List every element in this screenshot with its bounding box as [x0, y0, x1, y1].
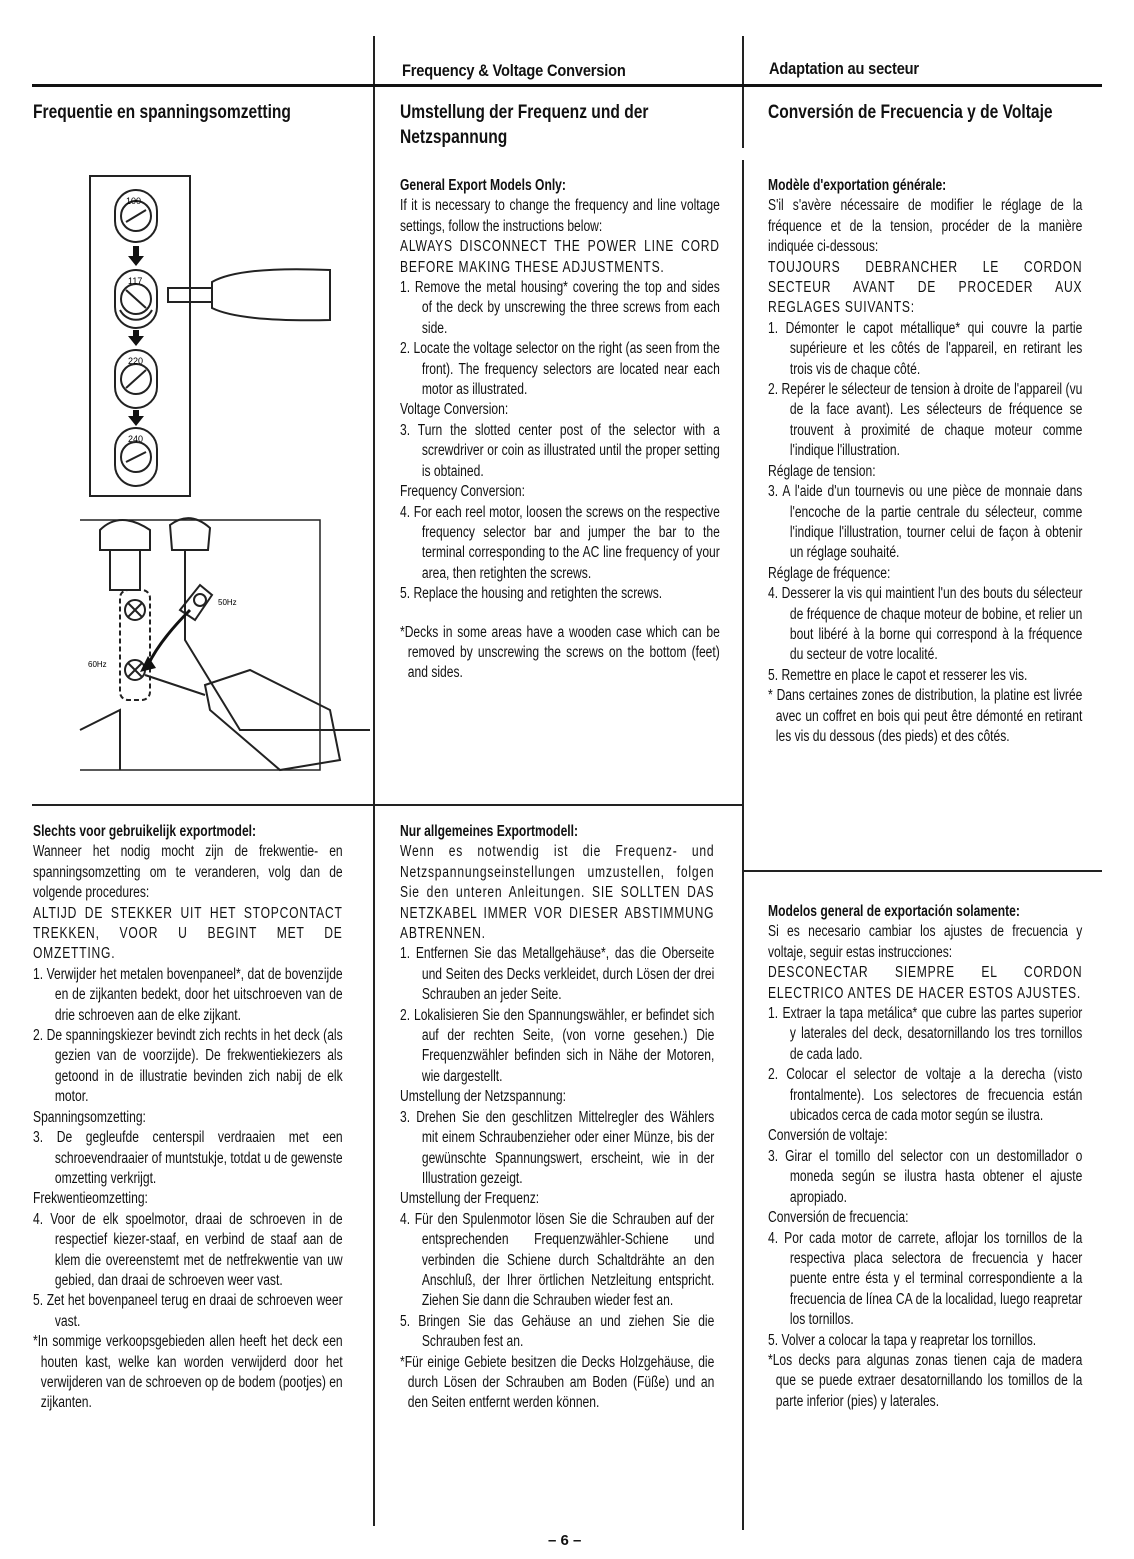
label-50hz: 50Hz [218, 598, 237, 607]
header-french: Adaptation au secteur [769, 59, 919, 78]
header-english: Frequency & Voltage Conversion [402, 61, 626, 80]
french-step-3: 3. A l'aide d'un tournevis ou une pièce de monnaie dans l'encoche de la partie centrale du sélecteur, comme l'indique l'illustration, tourner celui de façon à obtenir un réglage souhaité. [768, 483, 1083, 562]
french-warning: TOUJOURS DEBRANCHER LE CORDON SECTEUR AVANT DE PROCEDER AUX REGLAGES SUIVANTS: [768, 258, 1083, 317]
label-60hz: 60Hz [88, 660, 107, 669]
dutch-instructions [33, 822, 343, 1414]
english-step-5: 5. Replace the housing and retighten the screws. [400, 585, 663, 603]
french-subheading-voltage: Réglage de tension: [768, 462, 876, 480]
english-step-2: 2. Locate the voltage selector on the right (as seen from the front). The frequency selectors are located near each motor as illustrated. [400, 340, 720, 399]
dutch-step-2: 2. De spanningskiezer bevindt zich rechts in het deck (als gezien van de voorzijde). De frekwentiekiezers als getoond in de illustratie bevinden zich nabij de elk motor. [33, 1027, 343, 1106]
dutch-subheading-frequency: Frekwentieomzetting: [33, 1190, 148, 1208]
spanish-footnote: *Los decks para algunas zonas tienen caja de madera que se puede extraer desatornillando los tomillos de la parte inferior (pies) y laterales. [768, 1351, 1083, 1410]
french-heading: Modèle d'exportation générale: [768, 177, 947, 194]
french-instructions [768, 176, 1082, 747]
spanish-subheading-voltage: Conversión de voltaje: [768, 1127, 888, 1145]
header-rule [32, 84, 1102, 87]
english-footnote: *Decks in some areas have a wooden case which can be removed by unscrewing the screws on the bottom (feet) and sides. [400, 623, 720, 682]
title-dutch: Frequentie en spanningsomzetting [33, 102, 291, 123]
frequency-selector-illustration [80, 518, 370, 770]
spanish-step-1: 1. Extraer la tapa metálica* que cubre las partes superior y laterales del deck, desatornillando los tres tornillos de cada lado. [768, 1005, 1083, 1063]
label-100: 100 [126, 196, 142, 206]
rule-center-mid [373, 804, 742, 806]
title-german: Umstellung der Frequenz und der Netzspannung [400, 102, 649, 148]
dutch-step-1: 1. Verwijder het metalen bovenpaneel*, dat de bovenzijde en de zijkanten bedekt, door het uitschroeven van de drie schroeven aan de elke zijkant. [33, 965, 343, 1024]
german-heading: Nur allgemeines Exportmodell: [400, 823, 579, 840]
spanish-instructions [768, 902, 1082, 1412]
dutch-step-3: 3. De gegleufde centerspil verdraaien met een schroevendraaier of muntstukje, totdat u de gewenste omzetting verkrijgt. [33, 1129, 343, 1187]
english-instructions [400, 176, 720, 684]
english-step-1: 1. Remove the metal housing* covering the top and sides of the deck by unscrewing the three screws from each side. [400, 279, 720, 337]
english-subheading-frequency: Frequency Conversion: [400, 483, 525, 501]
dutch-step-4: 4. Voor de elk spoelmotor, draai de schroeven in de respectief kiezer-staaf, en verbind de staaf aan de klem die overeenstemt met de netfrekwentie van uw gebied, dan draai de schroeven weer vast. [33, 1210, 343, 1289]
spanish-subheading-frequency: Conversión de frecuencia: [768, 1209, 909, 1227]
dutch-step-5: 5. Zet het bovenpaneel terug en draai de schroeven weer vast. [33, 1292, 343, 1330]
title-spanish: Conversión de Frecuencia y de Voltaje [768, 102, 1053, 123]
german-step-5: 5. Bringen Sie das Gehäuse an und ziehen Sie die Schrauben fest an. [400, 1312, 715, 1351]
dutch-intro: Wanneer het nodig mocht zijn de frekwentie- en spanningsomzetting om te veranderen, volg dan de volgende procedures: [33, 843, 343, 902]
english-heading: General Export Models Only: [400, 177, 566, 194]
french-intro: S'il s'avère nécessaire de modifier le réglage de la fréquence et de la tension, procéder de la manière indiquée ci-dessous: [768, 197, 1083, 256]
german-subheading-frequency: Umstellung der Frequenz: [400, 1190, 540, 1208]
german-step-4: 4. Für den Spulenmotor lösen Sie die Schrauben auf der entsprechenden Frequenzwähler-Schiene und verbinden die Schiene durch Schaltdrähte an den Anschluß, der Ihrer örtlichen Netzleitung entspricht. Ziehen Sie dann die Schrauben wieder fest an. [400, 1210, 715, 1310]
label-220: 220 [128, 356, 144, 366]
column-divider-left [373, 36, 375, 1526]
screwdriver-icon [168, 269, 330, 320]
english-step-4: 4. For each reel motor, loosen the screws on the respective frequency selector bar and jumper the bar to the terminal corresponding to the AC line frequency of your area, then retighten the screws. [400, 503, 720, 582]
english-step-3: 3. Turn the slotted center post of the selector with a screwdriver or coin as illustrated until the proper setting is obtained. [400, 421, 720, 480]
german-step-2: 2. Lokalisieren Sie den Spannungswähler, er befindet sich auf der rechten Seite, (von vorne gesehen.) Die Frequenzwähler befinden sich in Nähe der Motoren, wie dargestellt. [400, 1006, 715, 1085]
conversion-illustration [40, 170, 370, 795]
label-240: 240 [128, 434, 144, 444]
english-subheading-voltage: Voltage Conversion: [400, 401, 509, 419]
spanish-heading: Modelos general de exportación solamente: [768, 903, 1020, 920]
german-instructions [400, 822, 714, 1414]
page-number: – 6 – [548, 1532, 582, 1549]
german-subheading-voltage: Umstellung der Netzspannung: [400, 1088, 567, 1106]
french-step-2: 2. Repérer le sélecteur de tension à droite de l'appareil (vu de la face avant). Les sélecteurs de fréquence se trouvent à proximité de chaque moteur comme l'indique l'illustration. [768, 381, 1083, 460]
rule-right-mid [742, 870, 1102, 872]
jumper-arrow-icon [148, 610, 190, 665]
german-intro: Wenn es notwendig ist die Frequenz- und Netzspannungseinstellungen umzustellen, folgen Sie den unteren Anleitungen. SIE SOLLTEN DAS NETZKABEL IMMER VOR DIESER ABSTIMMUNG ABTRENNEN. [400, 843, 715, 943]
label-117: 117 [128, 276, 143, 286]
english-intro: If it is necessary to change the frequency and line voltage settings, follow the instructions below: [400, 197, 720, 235]
french-step-1: 1. Démonter le capot métallique* qui couvre la partie supérieure et les côtés de l'appareil, en retirant les trois vis de chaque côté. [768, 319, 1083, 378]
spanish-step-4: 4. Por cada motor de carrete, aflojar los tornillos de la respectiva placa selectora de frecuencia y hacer puente entre ésta y el terminal correspondiente a la frecuencia de línea CA de la localidad, luego reapretar los tornillos. [768, 1229, 1083, 1329]
german-step-1: 1. Entfernen Sie das Metallgehäuse*, das die Oberseite und Seiten des Decks verkleidet, durch Lösen der drei Schrauben an jeder Seite. [400, 945, 715, 1004]
column-divider-right [742, 36, 744, 148]
spanish-warning: DESCONECTAR SIEMPRE EL CORDON ELECTRICO ANTES DE HACER ESTOS AJUSTES. [768, 964, 1083, 1002]
french-step-4: 4. Desserer la vis qui maintient l'un des bouts du sélecteur de fréquence de chaque moteur de bobine, et relier un bout libéré à la borne qui correspond à la fréquence du secteur de votre localité. [768, 585, 1083, 664]
dutch-warning: ALTIJD DE STEKKER UIT HET STOPCONTACT TREKKEN, VOOR U BEGINT MET DE OMZETTING. [33, 904, 343, 963]
rule-left-mid [32, 804, 373, 806]
dutch-heading: Slechts voor gebruikelijk exportmodel: [33, 823, 257, 840]
german-footnote: *Für einige Gebiete besitzen die Decks Holzgehäuse, die durch Lösen der Schrauben am Boden (Füße) und an den Seiten entfernt werden können. [400, 1353, 715, 1412]
french-subheading-frequency: Réglage de fréquence: [768, 564, 891, 582]
english-warning: ALWAYS DISCONNECT THE POWER LINE CORD BEFORE MAKING THESE ADJUSTMENTS. [400, 238, 720, 276]
spanish-intro: Si es necesario cambiar los ajustes de frecuencia y voltaje, seguir estas instrucciones: [768, 923, 1083, 961]
spanish-step-5: 5. Volver a colocar la tapa y reapretar los tornillos. [768, 1331, 1037, 1349]
spanish-step-2: 2. Colocar el selector de voltaje a la derecha (visto frontalmente). Los selectores de frecuencia están ubicados cerca de cada motor según se ilustra. [768, 1066, 1083, 1125]
spanish-step-3: 3. Girar el tomillo del selector con un destomillador o moneda según se ilustra hasta obtener el ajuste apropiado. [768, 1147, 1083, 1206]
arrow-down-icons [128, 246, 144, 426]
dutch-footnote: *In sommige verkoopsgebieden allen heeft het deck een houten kast, welke kan worden verwijderd door het verwijderen van de schroeven op de bodem (pootjes) en zijkanten. [33, 1333, 343, 1412]
german-step-3: 3. Drehen Sie den geschlitzen Mittelregler des Wählers mit einem Schraubenzieher oder einer Münze, bis der gewünschte Spannungswert, erscheint, wie in der Illustration gezeigt. [400, 1108, 715, 1187]
dutch-subheading-voltage: Spanningsomzetting: [33, 1108, 146, 1126]
french-step-5: 5. Remettre en place le capot et resserer les vis. [768, 666, 1028, 684]
french-footnote: * Dans certaines zones de distribution, la platine est livrée avec un coffret en bois qui peut être démonté en retirant les vis du dessous (des pieds) et des côtés. [768, 687, 1083, 745]
column-divider-right-lower [742, 160, 744, 1530]
